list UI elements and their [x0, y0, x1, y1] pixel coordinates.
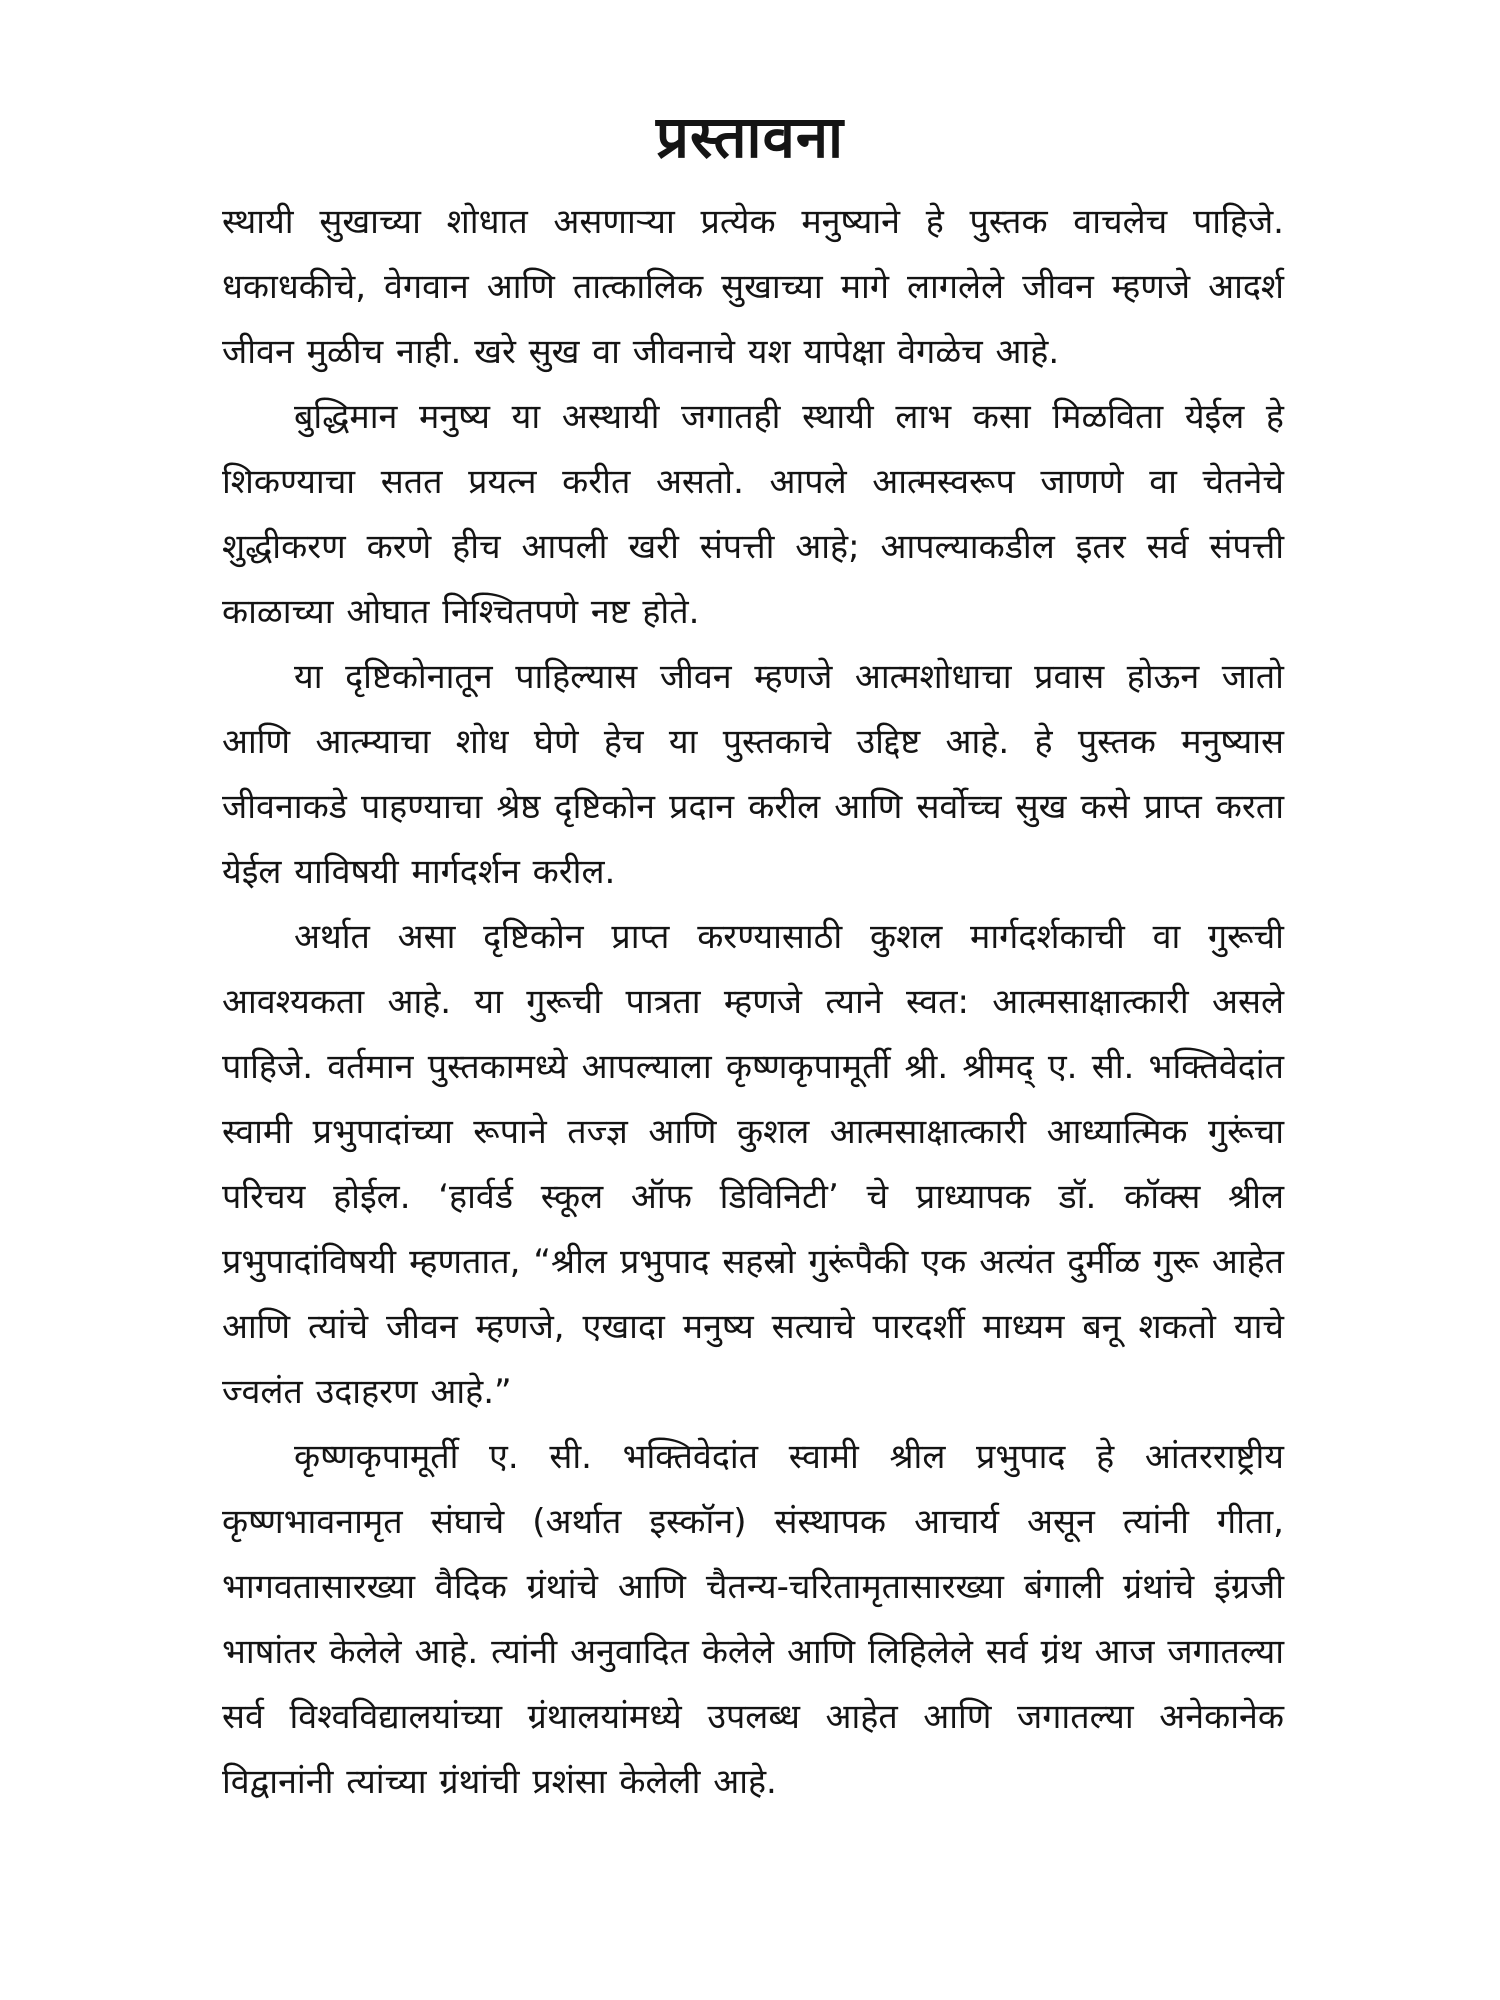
paragraph-1: स्थायी सुखाच्या शोधात असणाऱ्या प्रत्येक मनुष्याने हे पुस्तक वाचलेच पाहिजे. धकाधकीचे, वेगवान आणि तात्कालिक सुखाच्या मागे लागलेले जीवन म्हणजे आदर्श जीवन मुळीच नाही. खरे सुख वा जीवनाचे यश यापेक्षा वेगळेच आहे.: [222, 202, 1284, 372]
paragraph-5: कृष्णकृपामूर्ती ए. सी. भक्तिवेदांत स्वामी श्रील प्रभुपाद हे आंतरराष्ट्रीय कृष्णभावनामृत संघाचे (अर्थात इस्कॉन) संस्थापक आचार्य असून त्यांनी गीता, भागवतासारख्या वैदिक ग्रंथांचे आणि चैतन्य-चरितामृतासारख्या बंगाली ग्रंथांचे इंग्रजी भाषांतर केलेले आहे. त्यांनी अनुवादित केलेले आणि लिहिलेले सर्व ग्रंथ आज जगातल्या सर्व विश्वविद्यालयांच्या ग्रंथालयांमध्ये उपलब्ध आहेत आणि जगातल्या अनेकानेक विद्वानांनी त्यांच्या ग्रंथांची प्रशंसा केलेली आहे.: [222, 1437, 1284, 1802]
page-title: प्रस्तावना: [655, 102, 845, 171]
paragraph-4: अर्थात असा दृष्टिकोन प्राप्त करण्यासाठी कुशल मार्गदर्शकाची वा गुरूची आवश्यकता आहे. या गुरूची पात्रता म्हणजे त्याने स्वत: आत्मसाक्षात्कारी असले पाहिजे. वर्तमान पुस्तकामध्ये आपल्याला कृष्णकृपामूर्ती श्री. श्रीमद् ए. सी. भक्तिवेदांत स्वामी प्रभुपादांच्या रूपाने तज्ज्ञ आणि कुशल आत्मसाक्षात्कारी आध्यात्मिक गुरूंचा परिचय होईल. ‘हार्वर्ड स्कूल ऑफ डिविनिटी’ चे प्राध्यापक डॉ. कॉक्स श्रील प्रभुपादांविषयी म्हणतात, “श्रील प्रभुपाद सहस्रो गुरूंपैकी एक अत्यंत दुर्मीळ गुरू आहेत आणि त्यांचे जीवन म्हणजे, एखादा मनुष्य सत्याचे पारदर्शी माध्यम बनू शकतो याचे ज्वलंत उदाहरण आहे.”: [222, 917, 1284, 1412]
body-text: [222, 190, 1284, 1815]
paragraph-3: या दृष्टिकोनातून पाहिल्यास जीवन म्हणजे आत्मशोधाचा प्रवास होऊन जातो आणि आत्म्याचा शोध घेणे हेच या पुस्तकाचे उद्दिष्ट आहे. हे पुस्तक मनुष्यास जीवनाकडे पाहण्याचा श्रेष्ठ दृष्टिकोन प्रदान करील आणि सर्वोच्च सुख कसे प्राप्त करता येईल याविषयी मार्गदर्शन करील.: [222, 657, 1284, 892]
paragraph-2: बुद्धिमान मनुष्य या अस्थायी जगातही स्थायी लाभ कसा मिळविता येईल हे शिकण्याचा सतत प्रयत्न करीत असतो. आपले आत्मस्वरूप जाणणे वा चेतनेचे शुद्धीकरण करणे हीच आपली खरी संपत्ती आहे; आपल्याकडील इतर सर्व संपत्ती काळाच्या ओघात निश्चितपणे नष्ट होते.: [222, 397, 1284, 632]
